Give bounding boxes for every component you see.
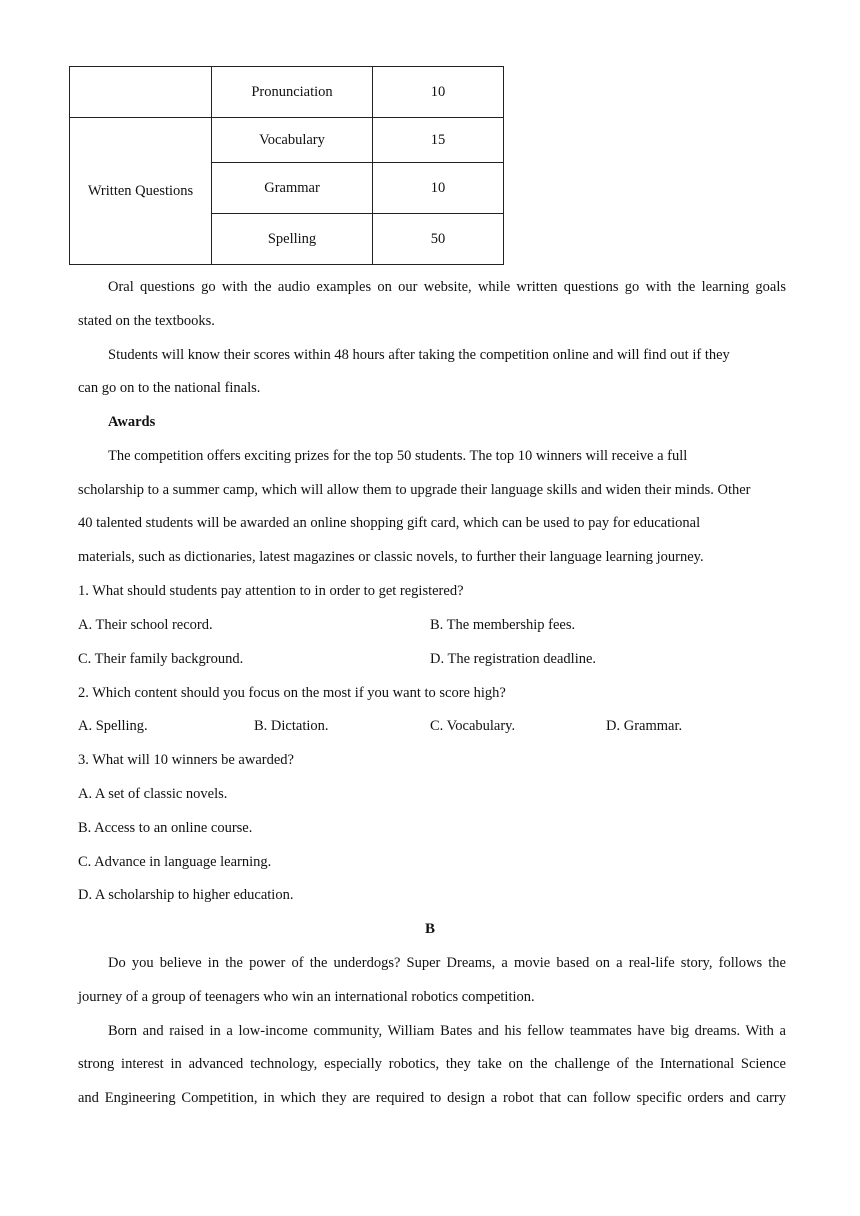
table-cell-group: Written Questions [70,118,212,265]
answer-option: D. Grammar. [606,718,683,734]
paragraph-line: stated on the textbooks. [78,313,215,329]
table-cell-item: Vocabulary [212,118,373,163]
answer-option: D. The registration deadline. [430,651,597,667]
paragraph-line: Born and raised in a low-income community, William Bates and his fellow teammates have big dreams. With a [108,1023,786,1039]
table-row [70,118,504,163]
paragraph-line: The competition offers exciting prizes for the top 50 students. The top 10 winners will receive a full [108,448,688,464]
score-table [69,66,504,265]
question-stem: 3. What will 10 winners be awarded? [78,752,294,768]
answer-option: C. Vocabulary. [430,718,516,734]
answer-option: B. Access to an online course. [78,820,253,836]
answer-option: C. Their family background. [78,651,244,667]
table-cell-item: Spelling [212,214,373,265]
paragraph-line: 40 talented students will be awarded an online shopping gift card, which can be used to pay for educational [78,515,701,531]
table-cell-score: 15 [373,118,504,163]
paragraph-line: materials, such as dictionaries, latest magazines or classic novels, to further their language learning journey. [78,549,704,565]
paragraph-line: and Engineering Competition, in which they are required to design a robot that can follow specific orders and carry [78,1090,786,1106]
table-cell-score: 10 [373,163,504,214]
answer-option: A. Their school record. [78,617,213,633]
answer-option: B. Dictation. [254,718,329,734]
paragraph-line: scholarship to a summer camp, which will allow them to upgrade their language skills and widen their minds. Other [78,482,751,498]
question-stem: 2. Which content should you focus on the most if you want to score high? [78,685,506,701]
answer-option: B. The membership fees. [430,617,576,633]
answer-option: D. A scholarship to higher education. [78,887,294,903]
paragraph-line: Oral questions go with the audio examples on our website, while written questions go with the learning goals [108,279,786,295]
table-cell-score: 50 [373,214,504,265]
paragraph-line: Do you believe in the power of the underdogs? Super Dreams, a movie based on a real-life story, follows the [108,955,786,971]
answer-option: C. Advance in language learning. [78,854,272,870]
table-cell-item: Grammar [212,163,373,214]
paragraph-line: journey of a group of teenagers who win an international robotics competition. [78,989,535,1005]
paragraph-line: can go on to the national finals. [78,380,261,396]
answer-option: A. A set of classic novels. [78,786,228,802]
section-title: B [424,921,435,937]
table-row [70,67,504,118]
paragraph-line: Students will know their scores within 48 hours after taking the competition online and will find out if they [108,347,730,363]
question-stem: 1. What should students pay attention to in order to get registered? [78,583,464,599]
answer-option: A. Spelling. [78,718,148,734]
section-heading-awards: Awards [108,414,156,430]
table-cell-item: Pronunciation [212,67,373,118]
table-cell-group [70,67,212,118]
paragraph-line: strong interest in advanced technology, especially robotics, they take on the challenge of the International Science [78,1056,786,1072]
table-cell-score: 10 [373,67,504,118]
